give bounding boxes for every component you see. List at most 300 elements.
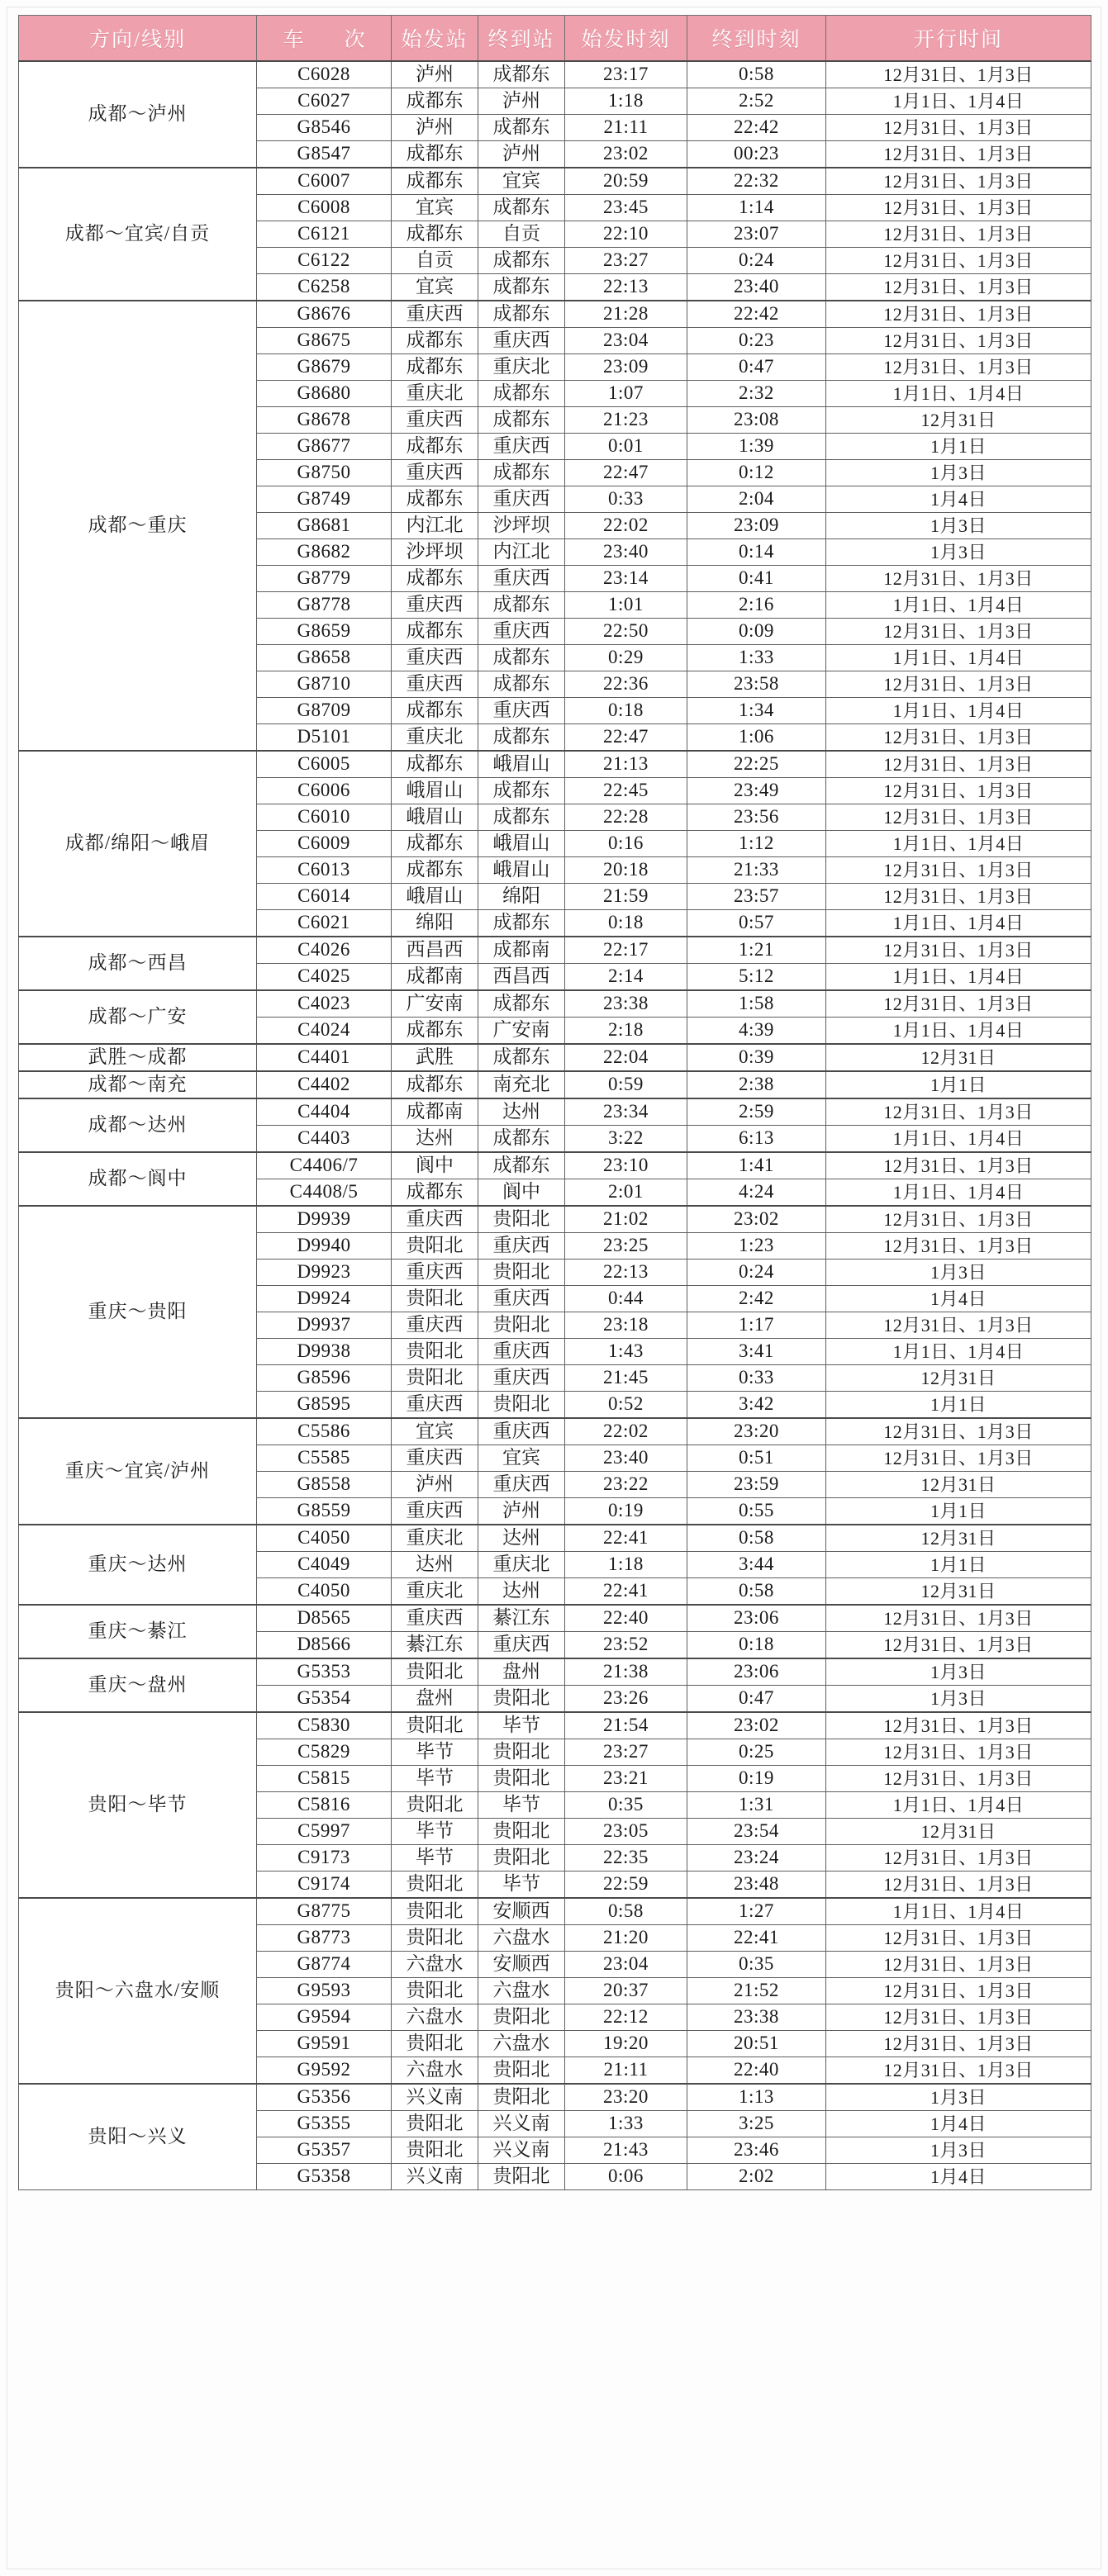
destination-cell: 成都东 <box>478 1152 565 1179</box>
table-row <box>19 1605 1091 1632</box>
arrival-time-cell: 0:24 <box>687 248 826 274</box>
train-no-cell: G8773 <box>257 1925 392 1952</box>
arrival-time-cell: 1:39 <box>687 434 826 460</box>
destination-cell: 成都东 <box>478 301 565 328</box>
destination-cell: 贵阳北 <box>478 2057 565 2085</box>
train-no-cell: C4050 <box>257 1525 392 1552</box>
column-header-operating-dates: 开行时间 <box>826 16 1091 62</box>
arrival-time-cell: 2:52 <box>687 88 826 115</box>
direction-cell: 成都～泸州 <box>19 61 257 168</box>
departure-time-cell: 0:18 <box>565 910 687 937</box>
train-no-cell: G8546 <box>257 115 392 141</box>
destination-cell: 南充北 <box>478 1071 565 1098</box>
operating-dates-cell: 1月1日、1月4日 <box>826 1179 1091 1207</box>
destination-cell: 重庆西 <box>478 1365 565 1392</box>
train-no-cell: C5586 <box>257 1418 392 1445</box>
departure-time-cell: 0:58 <box>565 1898 687 1925</box>
arrival-time-cell: 1:58 <box>687 990 826 1018</box>
origin-cell: 重庆北 <box>392 381 478 407</box>
direction-cell: 成都/绵阳～峨眉 <box>19 751 257 937</box>
arrival-time-cell: 0:47 <box>687 354 826 381</box>
origin-cell: 重庆西 <box>392 301 478 328</box>
origin-cell: 贵阳北 <box>392 1339 478 1365</box>
destination-cell: 兴义南 <box>478 2137 565 2164</box>
direction-cell: 成都～西昌 <box>19 937 257 990</box>
operating-dates-cell: 12月31日、1月3日 <box>826 168 1091 195</box>
train-no-cell: C4401 <box>257 1044 392 1071</box>
operating-dates-cell: 1月1日、1月4日 <box>826 645 1091 671</box>
table-row <box>19 1044 1091 1071</box>
operating-dates-cell: 12月31日 <box>826 1365 1091 1392</box>
table-row <box>19 1898 1091 1925</box>
train-no-cell: D8565 <box>257 1605 392 1632</box>
origin-cell: 达州 <box>392 1552 478 1578</box>
destination-cell: 重庆西 <box>478 434 565 460</box>
direction-cell: 重庆～达州 <box>19 1525 257 1605</box>
destination-cell: 成都东 <box>478 407 565 434</box>
train-no-cell: G5357 <box>257 2137 392 2164</box>
train-no-cell: C6122 <box>257 248 392 274</box>
departure-time-cell: 23:18 <box>565 1312 687 1339</box>
destination-cell: 贵阳北 <box>478 1739 565 1766</box>
destination-cell: 重庆西 <box>478 566 565 592</box>
departure-time-cell: 0:33 <box>565 486 687 513</box>
arrival-time-cell: 23:46 <box>687 2137 826 2164</box>
operating-dates-cell: 1月3日 <box>826 460 1091 486</box>
departure-time-cell: 23:04 <box>565 328 687 354</box>
departure-time-cell: 22:28 <box>565 804 687 831</box>
direction-cell: 贵阳～兴义 <box>19 2084 257 2190</box>
operating-dates-cell: 12月31日 <box>826 1525 1091 1552</box>
origin-cell: 西昌西 <box>392 937 478 964</box>
destination-cell: 重庆西 <box>478 486 565 513</box>
departure-time-cell: 23:25 <box>565 1233 687 1260</box>
departure-time-cell: 1:01 <box>565 592 687 619</box>
arrival-time-cell: 3:25 <box>687 2111 826 2137</box>
departure-time-cell: 23:22 <box>565 1472 687 1498</box>
operating-dates-cell: 12月31日、1月3日 <box>826 2031 1091 2057</box>
direction-cell: 贵阳～毕节 <box>19 1712 257 1898</box>
origin-cell: 毕节 <box>392 1845 478 1872</box>
train-no-cell: C6027 <box>257 88 392 115</box>
train-no-cell: G9593 <box>257 1978 392 2004</box>
destination-cell: 成都东 <box>478 910 565 937</box>
operating-dates-cell: 12月31日、1月3日 <box>826 804 1091 831</box>
operating-dates-cell: 12月31日 <box>826 1819 1091 1845</box>
direction-cell: 成都～阆中 <box>19 1152 257 1206</box>
arrival-time-cell: 0:47 <box>687 1686 826 1713</box>
origin-cell: 峨眉山 <box>392 884 478 910</box>
operating-dates-cell: 12月31日、1月3日 <box>826 328 1091 354</box>
departure-time-cell: 23:09 <box>565 354 687 381</box>
destination-cell: 毕节 <box>478 1792 565 1819</box>
departure-time-cell: 22:59 <box>565 1872 687 1899</box>
train-no-cell: C6008 <box>257 195 392 221</box>
destination-cell: 成都东 <box>478 592 565 619</box>
destination-cell: 成都东 <box>478 381 565 407</box>
operating-dates-cell: 1月4日 <box>826 486 1091 513</box>
train-no-cell: C5997 <box>257 1819 392 1845</box>
departure-time-cell: 20:37 <box>565 1978 687 2004</box>
operating-dates-cell: 1月3日 <box>826 513 1091 539</box>
origin-cell: 达州 <box>392 1126 478 1153</box>
origin-cell: 绵阳 <box>392 910 478 937</box>
destination-cell: 贵阳北 <box>478 1686 565 1713</box>
train-no-cell: C4403 <box>257 1126 392 1153</box>
train-no-cell: C5816 <box>257 1792 392 1819</box>
operating-dates-cell: 12月31日、1月3日 <box>826 221 1091 248</box>
departure-time-cell: 21:28 <box>565 301 687 328</box>
train-no-cell: D8566 <box>257 1632 392 1659</box>
origin-cell: 重庆西 <box>392 460 478 486</box>
direction-cell: 重庆～贵阳 <box>19 1206 257 1418</box>
origin-cell: 毕节 <box>392 1739 478 1766</box>
direction-cell: 成都～达州 <box>19 1098 257 1152</box>
arrival-time-cell: 23:02 <box>687 1712 826 1739</box>
operating-dates-cell: 12月31日、1月3日 <box>826 937 1091 964</box>
operating-dates-cell: 12月31日 <box>826 1044 1091 1071</box>
operating-dates-cell: 12月31日、1月3日 <box>826 248 1091 274</box>
train-no-cell: C5829 <box>257 1739 392 1766</box>
operating-dates-cell: 1月3日 <box>826 539 1091 566</box>
destination-cell: 峨眉山 <box>478 831 565 857</box>
destination-cell: 贵阳北 <box>478 2004 565 2031</box>
operating-dates-cell: 12月31日、1月3日 <box>826 1206 1091 1233</box>
origin-cell: 成都东 <box>392 1179 478 1207</box>
operating-dates-cell: 1月1日 <box>826 1552 1091 1578</box>
train-no-cell: D9937 <box>257 1312 392 1339</box>
arrival-time-cell: 0:41 <box>687 566 826 592</box>
arrival-time-cell: 1:17 <box>687 1312 826 1339</box>
train-no-cell: G8779 <box>257 566 392 592</box>
origin-cell: 重庆西 <box>392 1206 478 1233</box>
departure-time-cell: 22:41 <box>565 1578 687 1606</box>
arrival-time-cell: 0:12 <box>687 460 826 486</box>
table-row <box>19 1712 1091 1739</box>
train-no-cell: C6021 <box>257 910 392 937</box>
operating-dates-cell: 1月3日 <box>826 1686 1091 1713</box>
origin-cell: 毕节 <box>392 1766 478 1792</box>
train-no-cell: G8558 <box>257 1472 392 1498</box>
destination-cell: 泸州 <box>478 88 565 115</box>
arrival-time-cell: 23:06 <box>687 1605 826 1632</box>
departure-time-cell: 0:19 <box>565 1498 687 1525</box>
departure-time-cell: 21:11 <box>565 2057 687 2085</box>
destination-cell: 达州 <box>478 1578 565 1606</box>
arrival-time-cell: 0:19 <box>687 1766 826 1792</box>
operating-dates-cell: 12月31日 <box>826 407 1091 434</box>
destination-cell: 宜宾 <box>478 168 565 195</box>
arrival-time-cell: 1:34 <box>687 698 826 724</box>
arrival-time-cell: 0:58 <box>687 1578 826 1606</box>
origin-cell: 重庆西 <box>392 1498 478 1525</box>
arrival-time-cell: 0:39 <box>687 1044 826 1071</box>
departure-time-cell: 1:18 <box>565 88 687 115</box>
arrival-time-cell: 22:32 <box>687 168 826 195</box>
train-no-cell: C6013 <box>257 857 392 884</box>
arrival-time-cell: 1:14 <box>687 195 826 221</box>
departure-time-cell: 0:16 <box>565 831 687 857</box>
arrival-time-cell: 00:23 <box>687 141 826 168</box>
operating-dates-cell: 1月4日 <box>826 2111 1091 2137</box>
destination-cell: 广安南 <box>478 1018 565 1045</box>
arrival-time-cell: 23:38 <box>687 2004 826 2031</box>
train-no-cell: D9940 <box>257 1233 392 1260</box>
departure-time-cell: 23:45 <box>565 195 687 221</box>
arrival-time-cell: 0:51 <box>687 1445 826 1472</box>
departure-time-cell: 3:22 <box>565 1126 687 1153</box>
origin-cell: 成都东 <box>392 141 478 168</box>
train-no-cell: G8775 <box>257 1898 392 1925</box>
origin-cell: 六盘水 <box>392 1952 478 1978</box>
arrival-time-cell: 23:56 <box>687 804 826 831</box>
operating-dates-cell: 12月31日、1月3日 <box>826 1152 1091 1179</box>
table-row <box>19 301 1091 328</box>
departure-time-cell: 0:01 <box>565 434 687 460</box>
operating-dates-cell: 12月31日、1月3日 <box>826 115 1091 141</box>
table-row <box>19 1658 1091 1686</box>
departure-time-cell: 23:14 <box>565 566 687 592</box>
destination-cell: 成都东 <box>478 248 565 274</box>
destination-cell: 重庆西 <box>478 1472 565 1498</box>
origin-cell: 广安南 <box>392 990 478 1018</box>
departure-time-cell: 23:40 <box>565 539 687 566</box>
origin-cell: 成都南 <box>392 964 478 991</box>
departure-time-cell: 21:23 <box>565 407 687 434</box>
operating-dates-cell: 1月1日、1月4日 <box>826 1018 1091 1045</box>
departure-time-cell: 21:59 <box>565 884 687 910</box>
destination-cell: 重庆西 <box>478 1233 565 1260</box>
origin-cell: 泸州 <box>392 115 478 141</box>
operating-dates-cell: 1月1日、1月4日 <box>826 1792 1091 1819</box>
arrival-time-cell: 0:24 <box>687 1260 826 1286</box>
train-no-cell: G8778 <box>257 592 392 619</box>
train-no-cell: G8596 <box>257 1365 392 1392</box>
table-header <box>19 16 1091 62</box>
departure-time-cell: 0:29 <box>565 645 687 671</box>
arrival-time-cell: 23:40 <box>687 274 826 301</box>
table-row <box>19 1525 1091 1552</box>
train-no-cell: C5830 <box>257 1712 392 1739</box>
train-no-cell: G8675 <box>257 328 392 354</box>
arrival-time-cell: 23:07 <box>687 221 826 248</box>
train-no-cell: C5585 <box>257 1445 392 1472</box>
operating-dates-cell: 12月31日、1月3日 <box>826 2057 1091 2085</box>
departure-time-cell: 1:43 <box>565 1339 687 1365</box>
destination-cell: 成都东 <box>478 804 565 831</box>
train-no-cell: D5101 <box>257 724 392 752</box>
arrival-time-cell: 1:27 <box>687 1898 826 1925</box>
origin-cell: 自贡 <box>392 248 478 274</box>
departure-time-cell: 0:35 <box>565 1792 687 1819</box>
origin-cell: 成都东 <box>392 1071 478 1098</box>
table-row <box>19 1152 1091 1179</box>
operating-dates-cell: 12月31日、1月3日 <box>826 1845 1091 1872</box>
destination-cell: 成都东 <box>478 460 565 486</box>
train-no-cell: C6007 <box>257 168 392 195</box>
train-no-cell: G8681 <box>257 513 392 539</box>
train-no-cell: C6010 <box>257 804 392 831</box>
arrival-time-cell: 22:42 <box>687 301 826 328</box>
destination-cell: 成都东 <box>478 671 565 698</box>
arrival-time-cell: 23:48 <box>687 1872 826 1899</box>
arrival-time-cell: 2:42 <box>687 1286 826 1312</box>
departure-time-cell: 21:02 <box>565 1206 687 1233</box>
table-row <box>19 1071 1091 1098</box>
arrival-time-cell: 23:02 <box>687 1206 826 1233</box>
operating-dates-cell: 1月3日 <box>826 2137 1091 2164</box>
train-no-cell: C6005 <box>257 751 392 778</box>
origin-cell: 成都东 <box>392 88 478 115</box>
origin-cell: 成都东 <box>392 619 478 645</box>
origin-cell: 贵阳北 <box>392 1792 478 1819</box>
origin-cell: 贵阳北 <box>392 1712 478 1739</box>
destination-cell: 贵阳北 <box>478 1206 565 1233</box>
arrival-time-cell: 1:12 <box>687 831 826 857</box>
train-no-cell: C4404 <box>257 1098 392 1126</box>
train-no-cell: G8710 <box>257 671 392 698</box>
destination-cell: 六盘水 <box>478 1925 565 1952</box>
train-no-cell: C5815 <box>257 1766 392 1792</box>
arrival-time-cell: 1:41 <box>687 1152 826 1179</box>
arrival-time-cell: 4:39 <box>687 1018 826 1045</box>
origin-cell: 武胜 <box>392 1044 478 1071</box>
origin-cell: 成都东 <box>392 168 478 195</box>
train-no-cell: G8658 <box>257 645 392 671</box>
departure-time-cell: 22:02 <box>565 513 687 539</box>
operating-dates-cell: 12月31日、1月3日 <box>826 1418 1091 1445</box>
origin-cell: 贵阳北 <box>392 1872 478 1899</box>
operating-dates-cell: 12月31日、1月3日 <box>826 301 1091 328</box>
origin-cell: 毕节 <box>392 1819 478 1845</box>
departure-time-cell: 22:17 <box>565 937 687 964</box>
train-no-cell: D9923 <box>257 1260 392 1286</box>
departure-time-cell: 23:05 <box>565 1819 687 1845</box>
arrival-time-cell: 23:20 <box>687 1418 826 1445</box>
origin-cell: 成都东 <box>392 486 478 513</box>
destination-cell: 成都东 <box>478 1126 565 1153</box>
destination-cell: 成都东 <box>478 1044 565 1071</box>
destination-cell: 沙坪坝 <box>478 513 565 539</box>
operating-dates-cell: 1月1日、1月4日 <box>826 1339 1091 1365</box>
train-no-cell: C4408/5 <box>257 1179 392 1207</box>
departure-time-cell: 23:27 <box>565 1739 687 1766</box>
operating-dates-cell: 12月31日、1月3日 <box>826 1872 1091 1899</box>
arrival-time-cell: 1:33 <box>687 645 826 671</box>
train-no-cell: C4406/7 <box>257 1152 392 1179</box>
arrival-time-cell: 6:13 <box>687 1126 826 1153</box>
departure-time-cell: 22:13 <box>565 1260 687 1286</box>
departure-time-cell: 23:04 <box>565 1952 687 1978</box>
destination-cell: 峨眉山 <box>478 751 565 778</box>
train-no-cell: G8774 <box>257 1952 392 1978</box>
operating-dates-cell: 12月31日 <box>826 1472 1091 1498</box>
origin-cell: 重庆西 <box>392 1260 478 1286</box>
operating-dates-cell: 1月1日、1月4日 <box>826 831 1091 857</box>
destination-cell: 安顺西 <box>478 1952 565 1978</box>
train-no-cell: C4049 <box>257 1552 392 1578</box>
operating-dates-cell: 1月1日 <box>826 434 1091 460</box>
train-no-cell: D9939 <box>257 1206 392 1233</box>
train-no-cell: G5354 <box>257 1686 392 1713</box>
arrival-time-cell: 23:58 <box>687 671 826 698</box>
arrival-time-cell: 2:16 <box>687 592 826 619</box>
train-no-cell: G9592 <box>257 2057 392 2085</box>
departure-time-cell: 22:12 <box>565 2004 687 2031</box>
arrival-time-cell: 22:41 <box>687 1925 826 1952</box>
direction-cell: 成都～南充 <box>19 1071 257 1098</box>
origin-cell: 宜宾 <box>392 1418 478 1445</box>
destination-cell: 贵阳北 <box>478 1312 565 1339</box>
destination-cell: 成都东 <box>478 778 565 804</box>
origin-cell: 宜宾 <box>392 195 478 221</box>
train-schedule-table <box>18 15 1091 2190</box>
origin-cell: 成都东 <box>392 831 478 857</box>
departure-time-cell: 22:02 <box>565 1418 687 1445</box>
origin-cell: 六盘水 <box>392 2004 478 2031</box>
operating-dates-cell: 1月3日 <box>826 2084 1091 2111</box>
train-no-cell: C6121 <box>257 221 392 248</box>
arrival-time-cell: 23:54 <box>687 1819 826 1845</box>
departure-time-cell: 19:20 <box>565 2031 687 2057</box>
arrival-time-cell: 23:49 <box>687 778 826 804</box>
arrival-time-cell: 0:58 <box>687 61 826 88</box>
origin-cell: 重庆北 <box>392 1578 478 1606</box>
origin-cell: 重庆北 <box>392 724 478 752</box>
arrival-time-cell: 1:06 <box>687 724 826 752</box>
arrival-time-cell: 22:40 <box>687 2057 826 2085</box>
operating-dates-cell: 12月31日 <box>826 1578 1091 1606</box>
arrival-time-cell: 2:32 <box>687 381 826 407</box>
operating-dates-cell: 12月31日、1月3日 <box>826 990 1091 1018</box>
direction-cell: 成都～广安 <box>19 990 257 1044</box>
origin-cell: 泸州 <box>392 1472 478 1498</box>
destination-cell: 成都东 <box>478 195 565 221</box>
destination-cell: 成都东 <box>478 990 565 1018</box>
operating-dates-cell: 1月1日、1月4日 <box>826 1126 1091 1153</box>
destination-cell: 六盘水 <box>478 1978 565 2004</box>
origin-cell: 盘州 <box>392 1686 478 1713</box>
origin-cell: 贵阳北 <box>392 1925 478 1952</box>
destination-cell: 贵阳北 <box>478 1260 565 1286</box>
destination-cell: 重庆西 <box>478 698 565 724</box>
operating-dates-cell: 12月31日、1月3日 <box>826 566 1091 592</box>
train-no-cell: G5353 <box>257 1658 392 1686</box>
departure-time-cell: 23:40 <box>565 1445 687 1472</box>
departure-time-cell: 22:36 <box>565 671 687 698</box>
destination-cell: 兴义南 <box>478 2111 565 2137</box>
arrival-time-cell: 0:09 <box>687 619 826 645</box>
train-no-cell: G8679 <box>257 354 392 381</box>
direction-cell: 成都～重庆 <box>19 301 257 751</box>
origin-cell: 重庆西 <box>392 592 478 619</box>
direction-cell: 成都～宜宾/自贡 <box>19 168 257 301</box>
column-header-train-no: 车 次 <box>257 16 392 62</box>
direction-cell: 贵阳～六盘水/安顺 <box>19 1898 257 2084</box>
departure-time-cell: 22:45 <box>565 778 687 804</box>
departure-time-cell: 2:01 <box>565 1179 687 1207</box>
table-row <box>19 1098 1091 1126</box>
origin-cell: 重庆西 <box>392 645 478 671</box>
origin-cell: 成都东 <box>392 698 478 724</box>
origin-cell: 成都南 <box>392 1098 478 1126</box>
origin-cell: 重庆西 <box>392 671 478 698</box>
destination-cell: 达州 <box>478 1098 565 1126</box>
train-no-cell: C4050 <box>257 1578 392 1606</box>
operating-dates-cell: 12月31日、1月3日 <box>826 1952 1091 1978</box>
origin-cell: 泸州 <box>392 61 478 88</box>
departure-time-cell: 2:18 <box>565 1018 687 1045</box>
